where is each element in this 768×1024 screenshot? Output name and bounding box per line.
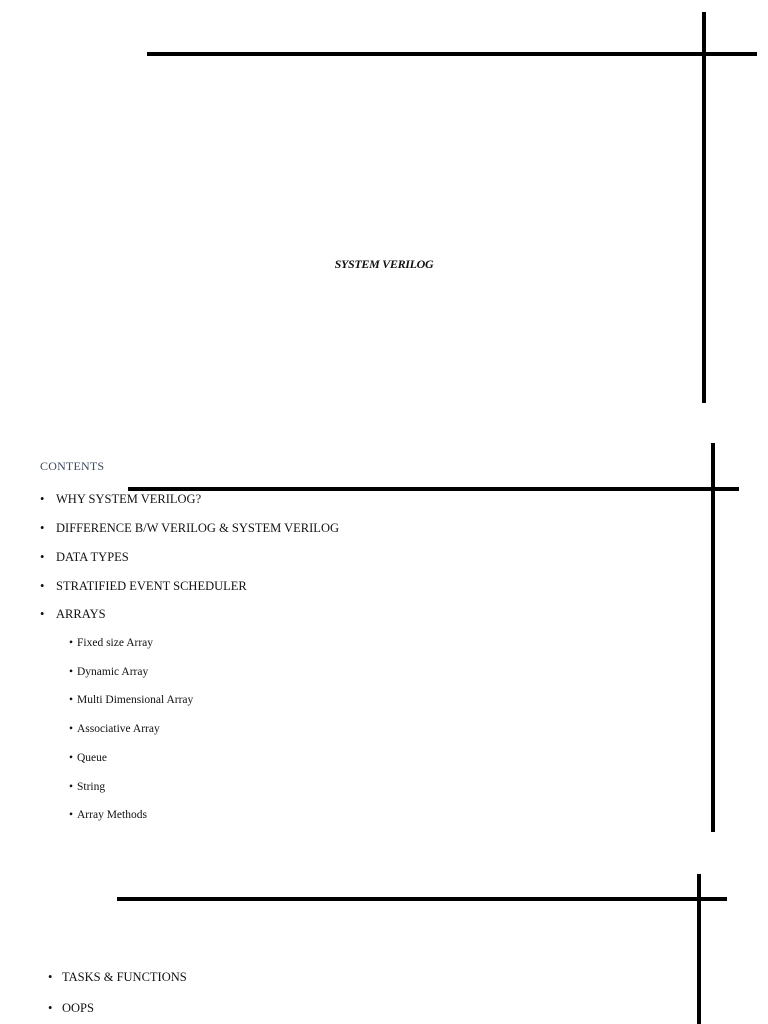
bullet: • (69, 752, 74, 764)
bullet: • (69, 694, 74, 706)
sub-list-item-label: Associative Array (77, 723, 160, 735)
bullet: • (48, 1001, 53, 1015)
list-item (40, 521, 339, 536)
list-item-label: TASKS & FUNCTIONS (62, 970, 187, 984)
sub-list-item (69, 694, 193, 706)
bullet: • (40, 607, 45, 621)
list-item (40, 492, 201, 507)
page1-top-rule (147, 52, 757, 56)
sub-list-item (69, 723, 160, 735)
page2-top-rule (128, 487, 739, 491)
sub-list-item-label: String (77, 781, 106, 793)
list-item (40, 607, 106, 622)
page1-side-rule (702, 12, 706, 403)
bullet: • (48, 970, 53, 984)
list-item-label: DIFFERENCE B/W VERILOG & SYSTEM VERILOG (56, 521, 340, 535)
list-item-label: WHY SYSTEM VERILOG? (56, 492, 202, 506)
sub-list-item (69, 752, 107, 764)
bullet: • (69, 637, 74, 649)
page3-top-rule (117, 897, 727, 901)
sub-list-item-label: Fixed size Array (77, 637, 154, 649)
sub-list-item (69, 809, 147, 821)
page3-side-rule (697, 874, 701, 1024)
bullet: • (40, 492, 45, 506)
list-item-label: OOPS (62, 1001, 94, 1015)
bullet: • (69, 781, 74, 793)
contents-heading: CONTENTS (40, 459, 105, 473)
list-item (40, 579, 247, 594)
list-item (40, 550, 129, 565)
sub-list-item (69, 637, 153, 649)
bullet: • (40, 579, 45, 593)
bullet: • (40, 521, 45, 535)
sub-list-item-label: Multi Dimensional Array (77, 694, 194, 706)
list-item-label: DATA TYPES (56, 550, 129, 564)
bullet: • (40, 550, 45, 564)
bullet: • (69, 666, 74, 678)
sub-list-item-label: Queue (77, 752, 108, 764)
sub-list-item-label: Dynamic Array (77, 666, 149, 678)
list-item (48, 970, 187, 985)
bullet: • (69, 723, 74, 735)
sub-list-item (69, 666, 148, 678)
page-title: SYSTEM VERILOG (334, 257, 434, 271)
list-item-label: ARRAYS (56, 607, 106, 621)
list-item (48, 1001, 94, 1016)
sub-list-item-label: Array Methods (77, 809, 147, 821)
page2-side-rule (711, 443, 715, 832)
bullet: • (69, 809, 74, 821)
list-item-label: STRATIFIED EVENT SCHEDULER (56, 579, 247, 593)
sub-list-item (69, 781, 105, 793)
